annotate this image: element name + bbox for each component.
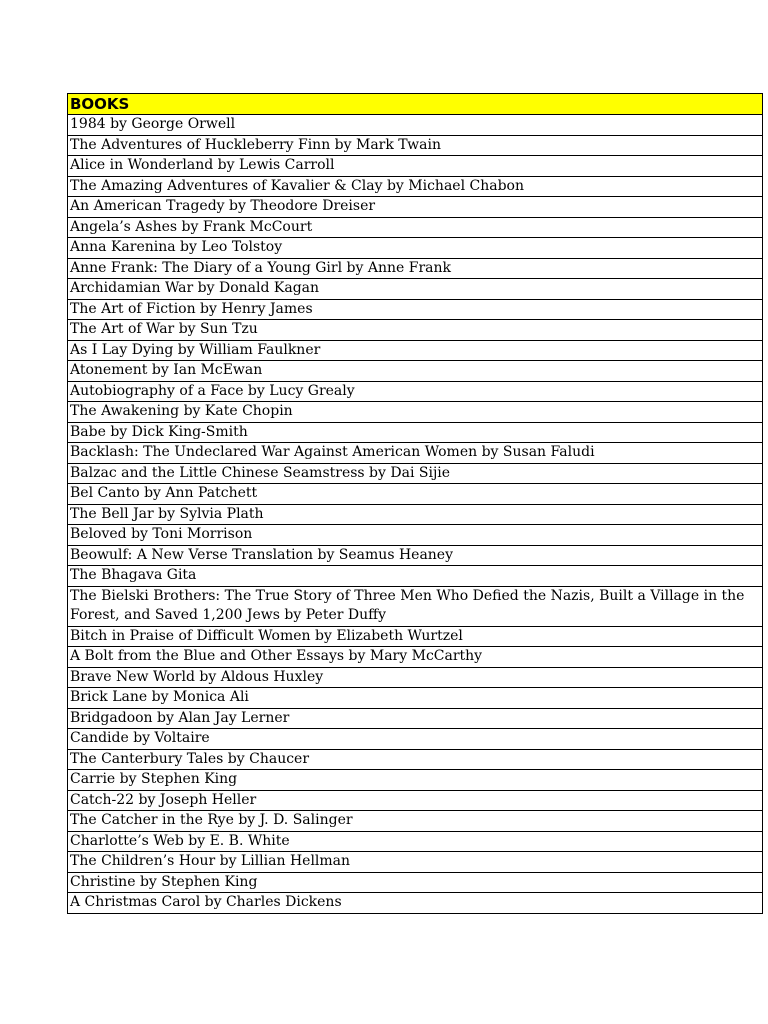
table-row [68,893,763,914]
book-cell[interactable]: As I Lay Dying by William Faulkner [68,340,763,361]
table-row [68,504,763,525]
book-cell[interactable]: Archidamian War by Donald Kagan [68,279,763,300]
book-cell[interactable]: Atonement by Ian McEwan [68,361,763,382]
table-row [68,872,763,893]
table-row [68,790,763,811]
books-table-body [68,94,763,914]
table-row [68,115,763,136]
table-row [68,320,763,341]
table-row [68,340,763,361]
table-row [68,135,763,156]
book-cell[interactable]: Bitch in Praise of Difficult Women by Elizabeth Wurtzel [68,626,763,647]
table-row [68,545,763,566]
book-cell[interactable]: The Awakening by Kate Chopin [68,402,763,423]
table-row [68,647,763,668]
table-row [68,525,763,546]
table-row [68,197,763,218]
book-cell[interactable]: 1984 by George Orwell [68,115,763,136]
book-cell[interactable]: Charlotte’s Web by E. B. White [68,831,763,852]
book-cell[interactable]: Bel Canto by Ann Patchett [68,484,763,505]
table-row [68,770,763,791]
book-cell[interactable]: The Canterbury Tales by Chaucer [68,749,763,770]
book-cell[interactable]: Babe by Dick King-Smith [68,422,763,443]
book-cell[interactable]: The Art of Fiction by Henry James [68,299,763,320]
book-cell[interactable]: The Bielski Brothers: The True Story of Three Men Who Defied the Nazis, Built a Village in the Forest, and Saved 1,200 Jews by Peter Duffy [68,586,763,626]
book-cell[interactable]: Anne Frank: The Diary of a Young Girl by Anne Frank [68,258,763,279]
table-row [68,831,763,852]
book-cell[interactable]: Bridgadoon by Alan Jay Lerner [68,708,763,729]
book-cell[interactable]: The Amazing Adventures of Kavalier & Clay by Michael Chabon [68,176,763,197]
book-cell[interactable]: Beloved by Toni Morrison [68,525,763,546]
table-row [68,258,763,279]
table-row [68,811,763,832]
header-row [68,94,763,115]
book-cell[interactable]: Brick Lane by Monica Ali [68,688,763,709]
book-cell[interactable]: Angela’s Ashes by Frank McCourt [68,217,763,238]
table-row [68,422,763,443]
book-cell[interactable]: A Bolt from the Blue and Other Essays by Mary McCarthy [68,647,763,668]
table-row [68,852,763,873]
book-cell[interactable]: The Catcher in the Rye by J. D. Salinger [68,811,763,832]
table-row [68,667,763,688]
book-cell[interactable]: Balzac and the Little Chinese Seamstress by Dai Sijie [68,463,763,484]
table-row [68,238,763,259]
book-cell[interactable]: The Bell Jar by Sylvia Plath [68,504,763,525]
book-cell[interactable]: Beowulf: A New Verse Translation by Seamus Heaney [68,545,763,566]
table-row [68,484,763,505]
table-row [68,566,763,587]
book-cell[interactable]: Brave New World by Aldous Huxley [68,667,763,688]
book-cell[interactable]: Backlash: The Undeclared War Against American Women by Susan Faludi [68,443,763,464]
table-row [68,381,763,402]
book-cell[interactable]: A Christmas Carol by Charles Dickens [68,893,763,914]
table-row [68,361,763,382]
table-row [68,176,763,197]
table-row [68,299,763,320]
table-row [68,626,763,647]
table-row [68,586,763,626]
table-row [68,156,763,177]
book-cell[interactable]: Candide by Voltaire [68,729,763,750]
table-row [68,443,763,464]
book-cell[interactable]: The Bhagava Gita [68,566,763,587]
table-row [68,463,763,484]
book-cell[interactable]: Autobiography of a Face by Lucy Grealy [68,381,763,402]
book-cell[interactable]: Alice in Wonderland by Lewis Carroll [68,156,763,177]
book-cell[interactable]: The Adventures of Huckleberry Finn by Mark Twain [68,135,763,156]
table-row [68,708,763,729]
books-header-cell[interactable]: BOOKS [68,94,763,115]
table-row [68,217,763,238]
book-cell[interactable]: Christine by Stephen King [68,872,763,893]
book-cell[interactable]: Anna Karenina by Leo Tolstoy [68,238,763,259]
table-row [68,729,763,750]
table-row [68,688,763,709]
book-cell[interactable]: An American Tragedy by Theodore Dreiser [68,197,763,218]
book-cell[interactable]: The Children’s Hour by Lillian Hellman [68,852,763,873]
book-cell[interactable]: Catch-22 by Joseph Heller [68,790,763,811]
table-row [68,402,763,423]
book-cell[interactable]: The Art of War by Sun Tzu [68,320,763,341]
books-table [67,93,763,914]
table-row [68,279,763,300]
table-row [68,749,763,770]
book-cell[interactable]: Carrie by Stephen King [68,770,763,791]
